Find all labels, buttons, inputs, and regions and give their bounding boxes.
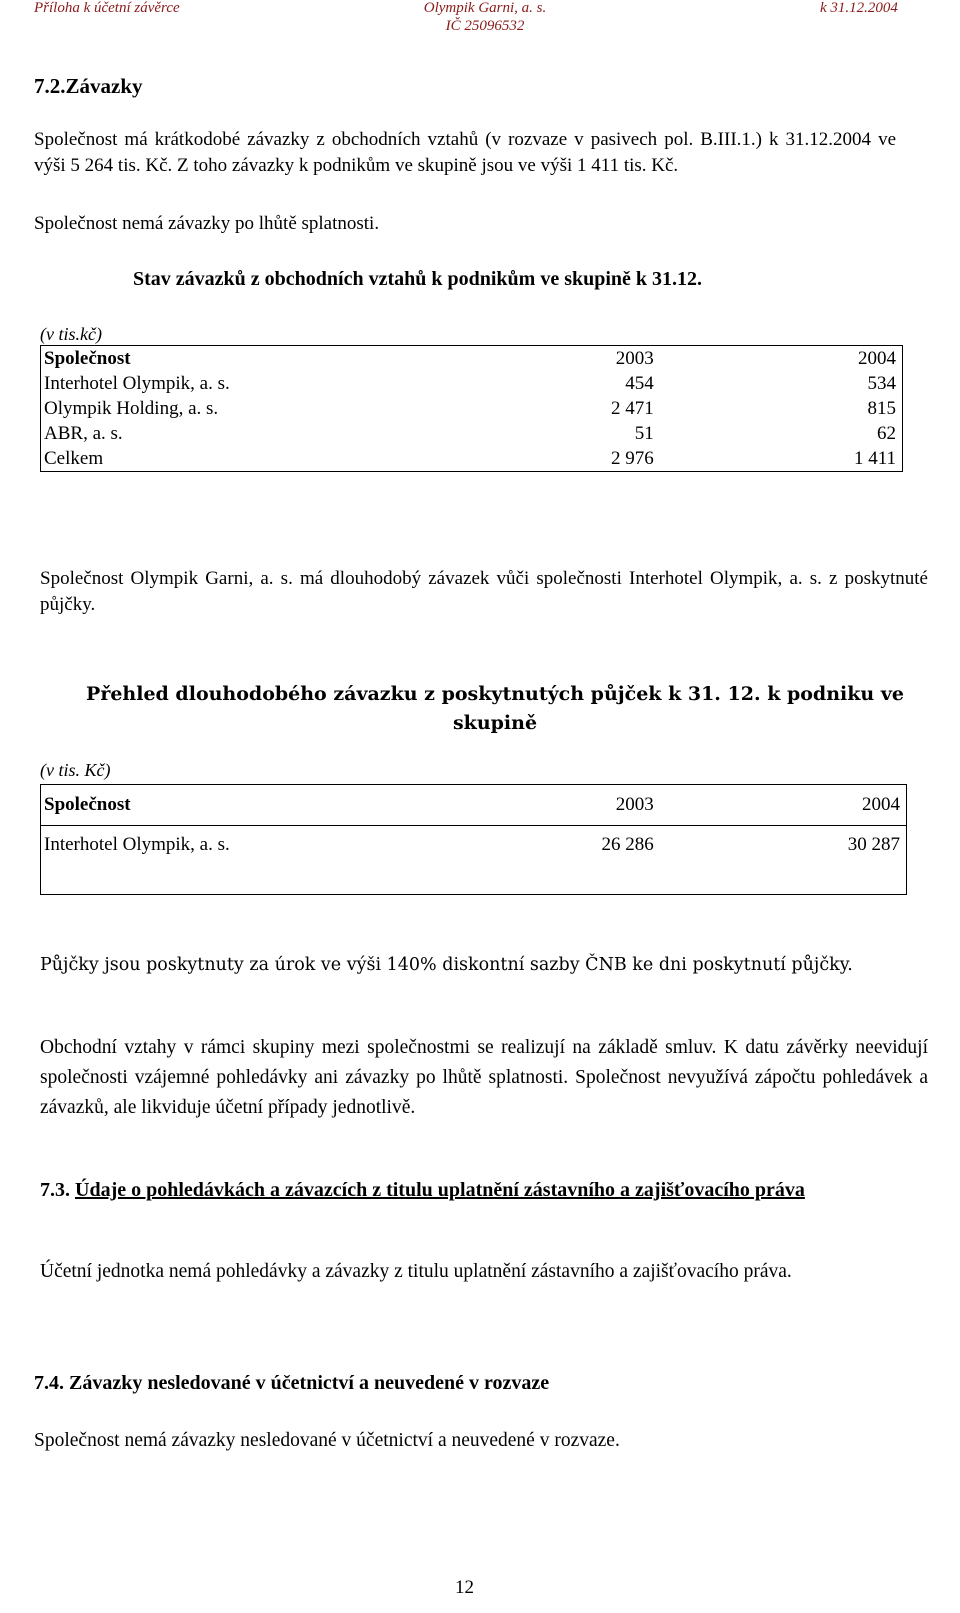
long-term-liability-paragraph: Společnost Olympik Garni, a. s. má dlouhodobý závazek vůči společnosti Interhotel Olympik, a. s. z poskytnuté půjčky.: [40, 568, 928, 615]
table1-cell: 2 976: [611, 447, 654, 469]
table2-header-2003: 2003: [615, 794, 654, 815]
group-relations-paragraph: Obchodní vztahy v rámci skupiny mezi společnostmi se realizují na základě smluv. K datu závěrky neevidují společnosti vzájemné pohledávky ani závazky po lhůtě splatnosti. Společnost nevyužívá zápočtu pohledávek a závazků, ale likviduje účetní případy jednotlivě.: [40, 1037, 928, 1118]
section-7-3-title: Údaje o pohledávkách a závazcích z titulu uplatnění zástavního a zajišťovacího práva: [75, 1179, 805, 1201]
header-date: k 31.12.2004: [820, 0, 898, 16]
table2-header-company: Společnost: [44, 794, 131, 815]
section-7-4-title: Závazky nesledované v účetnictví a neuvedené v rozvaze: [69, 1372, 550, 1394]
table1-cell: 454: [625, 372, 654, 394]
table1-cell: Celkem: [44, 447, 104, 469]
table2: [40, 784, 907, 895]
table1-header-row: [41, 346, 903, 372]
header-left: Příloha k účetní závěrce: [34, 0, 180, 16]
table1-header-2004: 2004: [858, 347, 896, 369]
table1-cell: 51: [634, 422, 654, 444]
table-row: [41, 826, 907, 895]
table1-cell: 2 471: [611, 397, 654, 419]
table2-cell: 30 287: [847, 834, 900, 855]
section-7-3-heading: [40, 1175, 930, 1205]
section-7-2-heading: 7.2.Závazky: [34, 74, 143, 98]
table-row: [41, 396, 903, 421]
section-7-3-number: 7.3.: [40, 1179, 70, 1201]
header-company: Olympik Garni, a. s.: [423, 0, 547, 16]
section-7-2-paragraph: Společnost má krátkodobé závazky z obchodních vztahů (v rozvaze v pasivech pol. B.III.1.) k 31.12.2004 ve výši 5 264 tis. Kč. Z toho závazky k podnikům ve skupině jsou ve výši 1 411 tis. Kč.: [34, 129, 896, 176]
table1-title: Stav závazků z obchodních vztahů k podnikům ve skupině k 31.12.: [133, 268, 703, 290]
table2-title: Přehled dlouhodobého závazku z poskytnutých půjček k 31. 12. k podniku ve skupině: [86, 683, 904, 734]
table1-cell: Interhotel Olympik, a. s.: [44, 372, 230, 394]
section-7-4-number: 7.4.: [34, 1372, 64, 1394]
section-7-2-no-overdue: Společnost nemá závazky po lhůtě splatnosti.: [34, 213, 380, 234]
table1-cell: Olympik Holding, a. s.: [44, 397, 219, 419]
table2-header-2004: 2004: [862, 794, 900, 815]
table-row: [41, 421, 903, 446]
table1-unit: (v tis.kč): [40, 324, 102, 344]
table1: [40, 345, 903, 472]
table2-cell: 26 286: [601, 834, 654, 855]
header-ico: IČ 25096532: [445, 18, 525, 34]
section-7-4-heading: [34, 1372, 549, 1395]
table-row-total: [41, 446, 903, 472]
table1-cell: 62: [877, 422, 896, 444]
table1-cell: 815: [867, 397, 896, 419]
table-row: [41, 371, 903, 396]
table2-cell: Interhotel Olympik, a. s.: [44, 834, 230, 855]
table1-cell: 1 411: [853, 447, 896, 469]
interest-paragraph: Půjčky jsou poskytnuty za úrok ve výši 140% diskontní sazby ČNB ke dni poskytnutí půjčky.: [40, 955, 853, 975]
table1-cell: ABR, a. s.: [44, 422, 123, 444]
table2-unit: (v tis. Kč): [40, 760, 111, 780]
section-7-4-text: Společnost nemá závazky nesledované v účetnictví a neuvedené v rozvaze.: [34, 1430, 620, 1451]
table1-header-company: Společnost: [44, 347, 131, 369]
table1-cell: 534: [867, 372, 896, 394]
section-7-3-text: Účetní jednotka nemá pohledávky a závazky z titulu uplatnění zástavního a zajišťovacího práva.: [40, 1261, 792, 1282]
page-number: 12: [455, 1577, 474, 1598]
table2-header-row: [41, 785, 907, 826]
table1-header-2003: 2003: [615, 347, 654, 369]
